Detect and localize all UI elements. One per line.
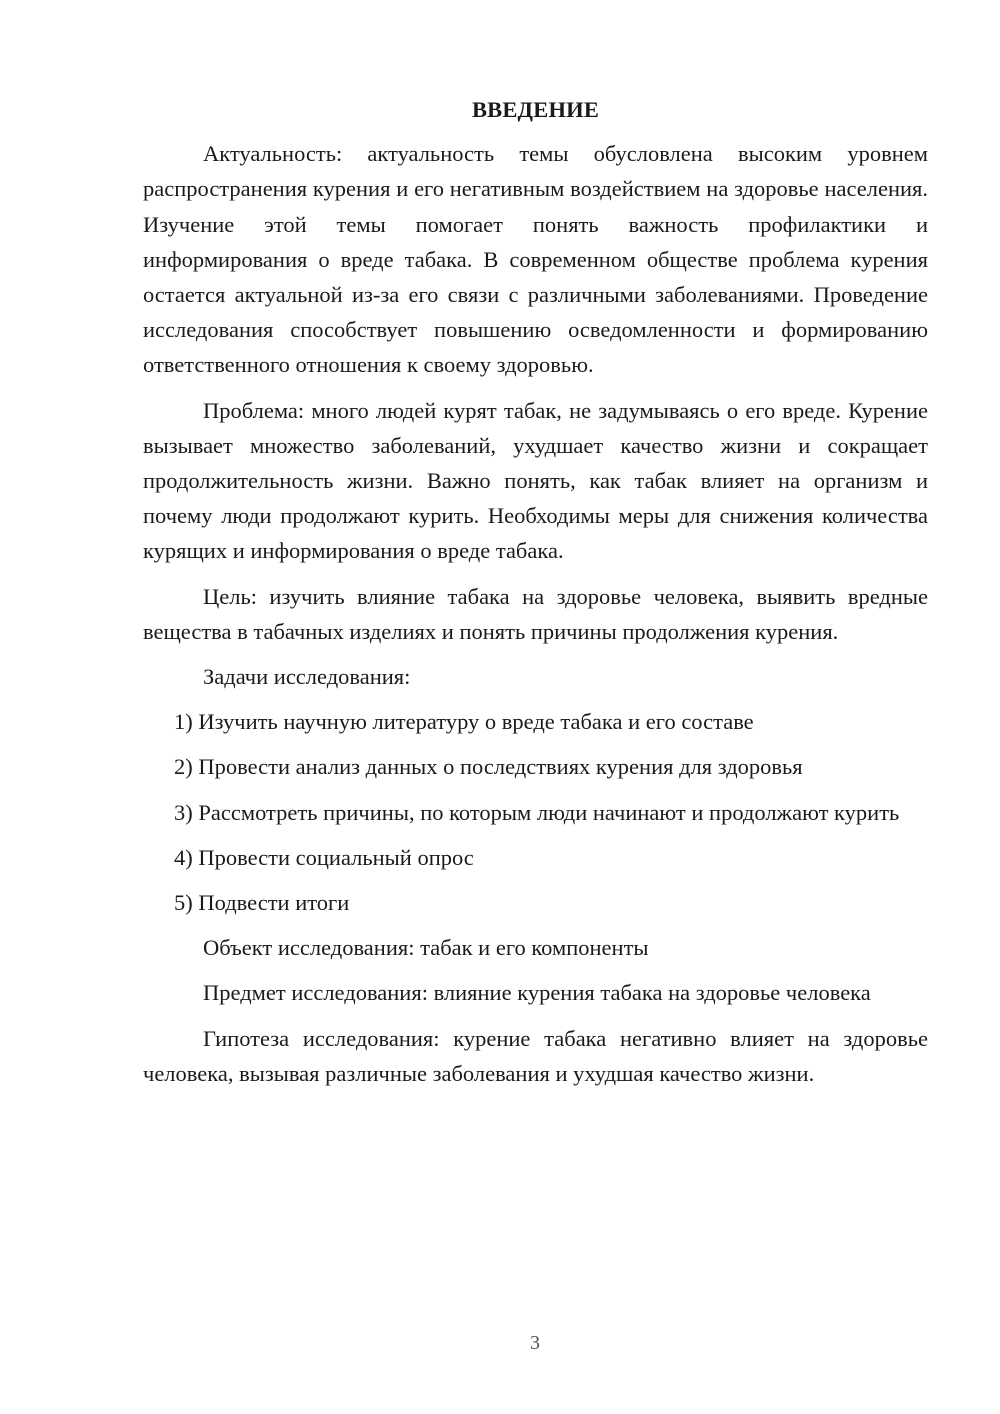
object-paragraph: Объект исследования: табак и его компоненты xyxy=(203,935,649,961)
page-title: ВВЕДЕНИЕ xyxy=(471,97,600,122)
page-content xyxy=(143,92,928,1101)
page-number: 3 xyxy=(530,1332,540,1354)
relevance-paragraph: Актуальность: актуальность темы обусловлена высоким уровнем распространения курения и его негативным воздействием на здоровье населения. Изучение этой темы помогает понять важность профилактики и информирования о вреде табака. В современном обществе проблема курения остается актуальной из-за его связи с различными заболеваниями. Проведение исследования способствует повышению осведомленности и формированию ответственного отношения к своему здоровью. xyxy=(143,141,928,378)
tasks-heading: Задачи исследования: xyxy=(203,664,411,690)
goal-paragraph: Цель: изучить влияние табака на здоровье человека, выявить вредные вещества в табачных изделиях и понять причины продолжения курения. xyxy=(143,583,928,644)
task-item-5: 5) Подвести итоги xyxy=(174,890,350,916)
task-item-2: 2) Провести анализ данных о последствиях курения для здоровья xyxy=(174,754,803,780)
task-item-4: 4) Провести социальный опрос xyxy=(174,844,474,870)
problem-paragraph: Проблема: много людей курят табак, не задумываясь о его вреде. Курение вызывает множество заболеваний, ухудшает качество жизни и сокращает продолжительность жизни. Важно понять, как табак влияет на организм и почему люди продолжают курить. Необходимы меры для снижения количества курящих и информирования о вреде табака. xyxy=(143,397,928,564)
task-item-3: 3) Рассмотреть причины, по которым люди начинают и продолжают курить xyxy=(174,799,900,825)
hypothesis-paragraph: Гипотеза исследования: курение табака негативно влияет на здоровье человека, вызывая различные заболевания и ухудшая качество жизни. xyxy=(143,1025,928,1086)
subject-paragraph: Предмет исследования: влияние курения табака на здоровье человека xyxy=(203,980,871,1006)
task-item-1: 1) Изучить научную литературу о вреде табака и его составе xyxy=(174,709,754,735)
